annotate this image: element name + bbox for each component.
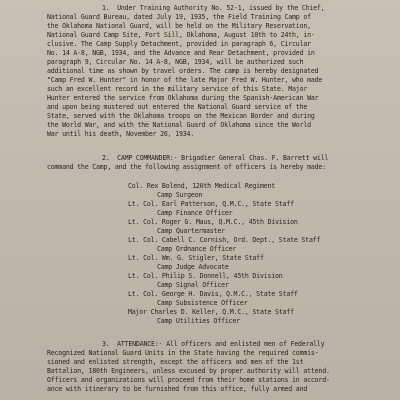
text-line: National Guard Bureau, dated July 19, 1935, the Field Training Camp of (47, 13, 311, 21)
text-line: "Camp Fred W. Hunter" in honor of the late Major Fred W. Hunter, who made (47, 76, 323, 84)
text-line: Officers and organizations will proceed from their home stations in accord- (47, 376, 330, 384)
officer-name: Major Charles D. Keller, Q.M.C., State Staff (128, 308, 294, 316)
text-line: 3. ATTENDANCE:- All officers and enlisted men of Federally (102, 340, 325, 348)
text-line: clusive. The Camp Supply Detachment, provided in paragraph 6, Circular (47, 40, 311, 48)
officer-role: Camp Signal Officer (157, 281, 229, 289)
officer-name: Lt. Col. George H. Davis, Q.M.C., State Staff (128, 290, 298, 298)
text-line: 1. Under Training Authority No. 52-1, issued by the Chief, (102, 4, 325, 12)
text-line: Hunter entered the service from Oklahoma during the Spanish-American War (47, 94, 319, 102)
text-line: command the Camp, and the following assignment of officers is hereby made: (47, 163, 326, 171)
text-line: ance with itinerary to be furnished from this office, fully armed and (47, 385, 308, 393)
officer-role: Camp Surgeon (157, 191, 203, 199)
officer-role: Camp Judge Advocate (157, 263, 229, 271)
text-line: National Guard Camp Site, Fort Sill, Oklahoma, August 10th to 24th, in- (47, 31, 315, 39)
text-line: State, served with the Oklahoma troops on the Mexican Border and during (47, 112, 315, 120)
officer-role: Camp Quartermaster (157, 227, 225, 235)
text-line: 2. CAMP COMMANDER:- Brigadier General Chas. F. Barrett will (102, 154, 329, 162)
text-line: paragraph 9, Circular No. 14 A-8, NGB, 1934, will be authorized such (47, 58, 304, 66)
text-line: Battalion, 180th Engineers, unless excused by proper authority will attend. (47, 367, 330, 375)
officer-name: Lt. Col. Wm. G. Stigler, State Staff (128, 254, 264, 262)
text-line: the Oklahoma National Guard, will be held on the Military Reservation, (47, 22, 311, 30)
officer-role: Camp Utilities Officer (157, 317, 240, 325)
text-line: No. 14 A-8, NGB, 1934, and the Advance and Rear Detachment, provided in (47, 49, 315, 57)
officer-role: Camp Subsistence Officer (157, 299, 248, 307)
text-line: sioned and enlisted strength, except the officers and men of the 1st (47, 358, 304, 366)
text-line: War until his death, November 26, 1934. (47, 130, 195, 138)
text-line: Recognized National Guard Units in the State having the required commis- (47, 349, 319, 357)
text-line: such an excellent record in the military service of this State. Major (47, 85, 308, 93)
officer-role: Camp Ordnance Officer (157, 245, 237, 253)
officer-name: Lt. Col. Roger G. Maus, Q.M.C., 45th Division (128, 218, 298, 226)
officer-role: Camp Finance Officer (157, 209, 233, 217)
officer-name: Lt. Col. Philip S. Donnell, 45th Division (128, 272, 283, 280)
officer-name: Lt. Col. Cabell C. Cornish, Ord. Dept., State Staff (128, 236, 321, 244)
officer-name: Lt. Col. Earl Patterson, Q.M.C., State Staff (128, 200, 294, 208)
text-line: the World War, and with the National Guard of Oklahoma since the World (47, 121, 311, 129)
text-line: additional time as shown by travel orders. The camp is hereby designated (47, 67, 319, 75)
text-line: and upon being mustered out entered the National Guard service of the (47, 103, 308, 111)
officer-name: Col. Rex Bolend, 120th Medical Regiment (128, 182, 276, 190)
